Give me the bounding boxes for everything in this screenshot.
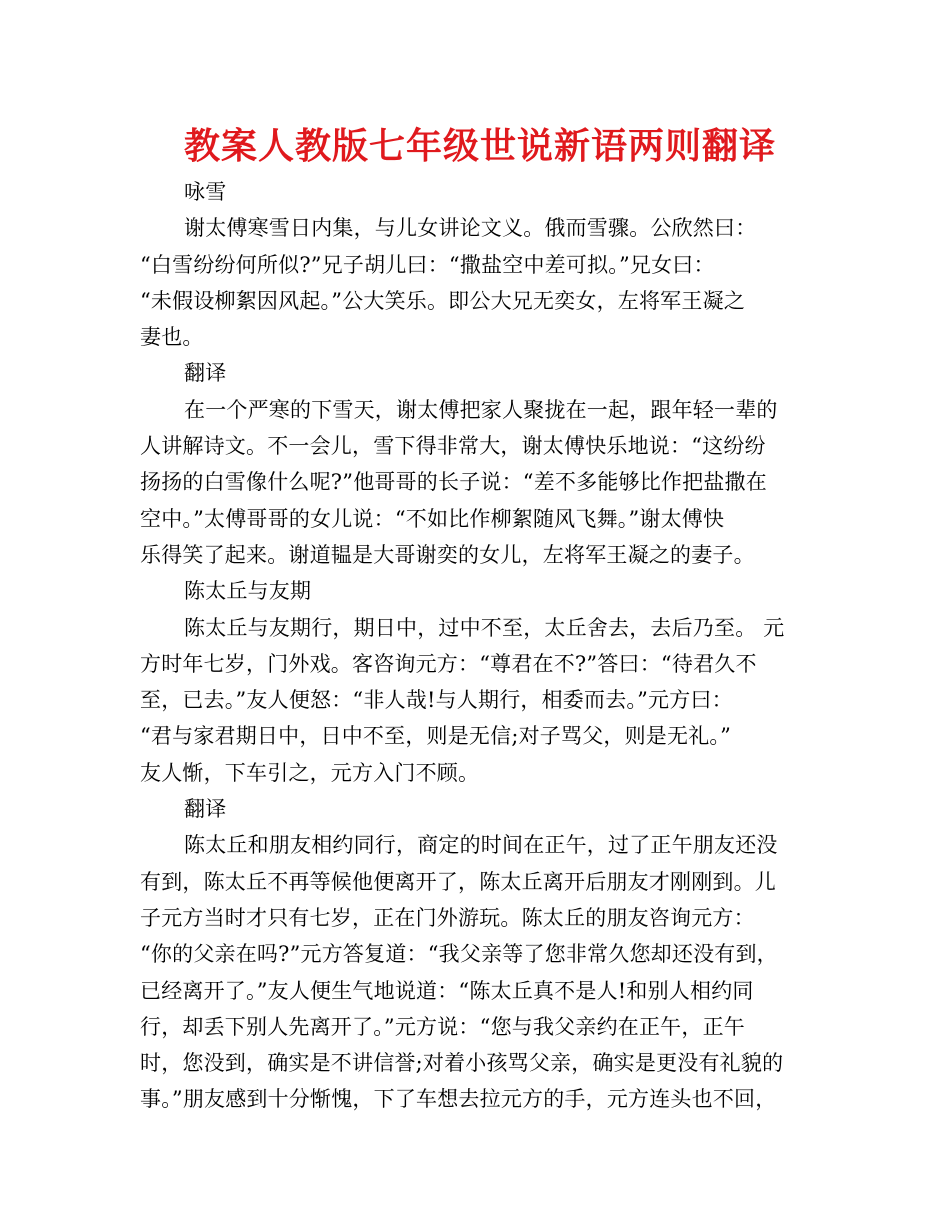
text-line: 陈太丘与友期行，期日中，过中不至，太丘舍去，去后乃至。 元 <box>184 615 785 640</box>
text-line: “未假设柳絮因风起。”公大笑乐。即公大兄无奕女，左将军王凝之 <box>140 288 745 313</box>
text-line: 谢太傅寒雪日内集，与儿女讲论文义。俄而雪骤。公欣然曰： <box>184 216 757 241</box>
text-line: 乐得笑了起来。谢道韫是大哥谢奕的女儿，左将军王凝之的妻子。 <box>140 542 755 567</box>
text-line: 在一个严寒的下雪天，谢太傅把家人聚拢在一起，跟年轻一辈的 <box>184 397 778 422</box>
text-line: 空中。”太傅哥哥的女儿说：“不如比作柳絮随风飞舞。”谢太傅快 <box>140 506 725 531</box>
text-line: 时，您没到，确实是不讲信誉;对着小孩骂父亲，确实是更没有礼貌的 <box>140 1051 784 1076</box>
text-line: 妻也。 <box>140 325 204 350</box>
text-line: 已经离开了。”友人便生气地说道：“陈太丘真不是人!和别人相约同 <box>140 978 754 1003</box>
text-line: 至，已去。”友人便怒：“非人哉!与人期行，相委而去。”元方曰： <box>140 688 733 713</box>
text-line: 子元方当时才只有七岁，正在门外游玩。陈太丘的朋友咨询元方： <box>140 905 755 930</box>
text-line: “白雪纷纷何所似?”兄子胡儿曰：“撒盐空中差可拟。”兄女曰： <box>140 252 715 277</box>
section-heading-translation: 翻译 <box>184 797 227 822</box>
text-line: 友人惭，下车引之，元方入门不顾。 <box>140 760 480 785</box>
text-line: 扬扬的白雪像什么呢?”他哥哥的长子说：“差不多能够比作把盐撒在 <box>140 470 767 495</box>
text-line: 有到，陈太丘不再等候他便离开了，陈太丘离开后朋友才刚刚到。儿 <box>140 869 776 894</box>
text-line: 行，却丢下别人先离开了。”元方说：“您与我父亲约在正午，正午 <box>140 1014 745 1039</box>
text-line: “君与家君期日中，日中不至，则是无信;对子骂父，则是无礼。” <box>140 724 732 749</box>
text-line: 人讲解诗文。不一会儿，雪下得非常大，谢太傅快乐地说：“这纷纷 <box>140 434 766 459</box>
section-heading-chentaiqiu: 陈太丘与友期 <box>184 579 312 604</box>
section-heading-translation: 翻译 <box>184 361 227 386</box>
document-body <box>140 174 820 1118</box>
text-line: 事。”朋友感到十分惭愧，下了车想去拉元方的手，元方连头也不回， <box>140 1087 777 1112</box>
document-title: 教案人教版七年级世说新语两则翻译 <box>183 126 776 167</box>
text-line: “你的父亲在吗?”元方答复道：“我父亲等了您非常久您却还没有到， <box>140 942 778 967</box>
section-heading-yongxue: 咏雪 <box>184 180 227 204</box>
text-line: 方时年七岁，门外戏。客咨询元方：“尊君在不?”答曰：“待君久不 <box>140 651 757 676</box>
text-line: 陈太丘和朋友相约同行，商定的时间在正午，过了正午朋友还没 <box>184 833 778 858</box>
document-page <box>140 120 820 1118</box>
